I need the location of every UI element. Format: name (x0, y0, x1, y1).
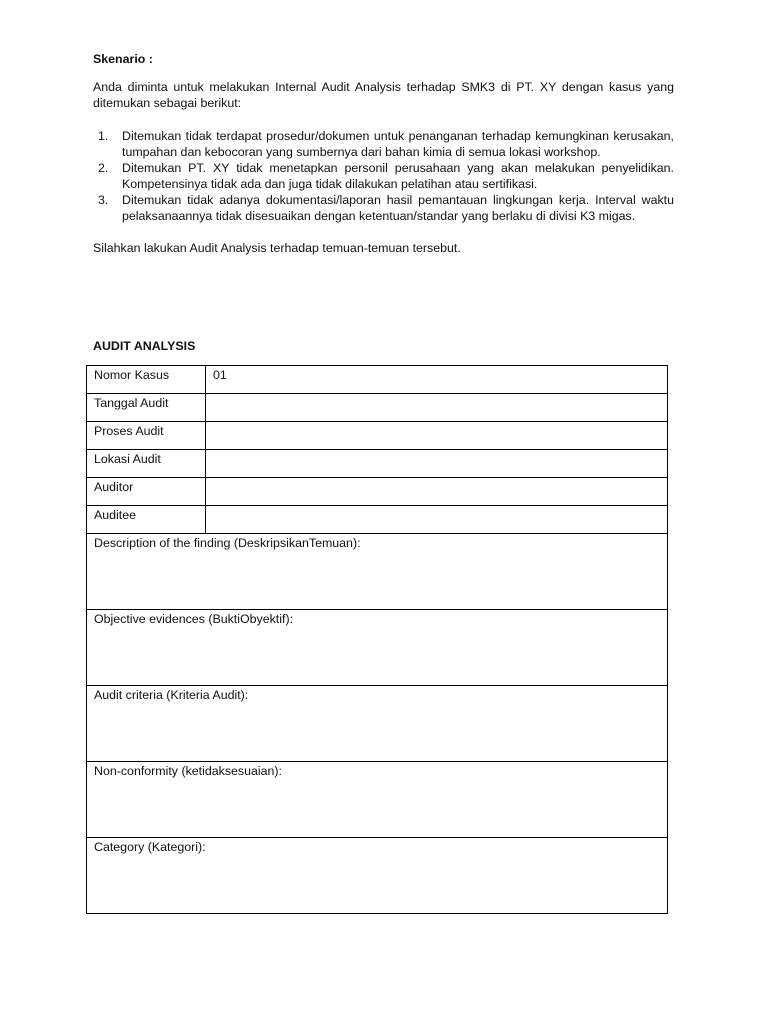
section-description-of-finding[interactable]: Description of the finding (DeskripsikanTemuan): (87, 534, 668, 610)
finding-text: Ditemukan tidak adanya dokumentasi/laporan hasil pemantauan lingkungan kerja. Interval waktu pelaksanaannya tidak disesuaikan dengan ketentuan/standar yang berlaku di divisi K3 migas. (122, 193, 674, 223)
audit-analysis-title: AUDIT ANALYSIS (93, 339, 196, 353)
field-value-proses-audit[interactable] (206, 422, 668, 450)
table-row (87, 478, 668, 506)
table-row (87, 534, 668, 610)
field-label-tanggal-audit: Tanggal Audit (87, 394, 206, 422)
section-objective-evidences[interactable]: Objective evidences (BuktiObyektif): (87, 610, 668, 686)
section-category[interactable]: Category (Kategori): (87, 838, 668, 914)
section-non-conformity[interactable]: Non-conformity (ketidaksesuaian): (87, 762, 668, 838)
field-label-auditor: Auditor (87, 478, 206, 506)
table-row (87, 422, 668, 450)
findings-list (93, 128, 674, 224)
finding-number: 2. (98, 161, 109, 175)
table-row (87, 838, 668, 914)
table-row (87, 506, 668, 534)
table-row (87, 686, 668, 762)
audit-analysis-table (86, 365, 668, 914)
scenario-section (93, 51, 674, 256)
field-label-auditee: Auditee (87, 506, 206, 534)
finding-text: Ditemukan tidak terdapat prosedur/dokumen untuk penanganan terhadap kemungkinan kerusakan, tumpahan dan kebocoran yang sumbernya dari bahan kimia di semua lokasi workshop. (122, 129, 674, 159)
table-row (87, 450, 668, 478)
finding-item (93, 160, 674, 192)
table-row (87, 366, 668, 394)
field-value-auditor[interactable] (206, 478, 668, 506)
field-value-auditee[interactable] (206, 506, 668, 534)
finding-item (93, 128, 674, 160)
finding-text: Ditemukan PT. XY tidak menetapkan personil perusahaan yang akan melakukan penyelidikan. Kompetensinya tidak ada dan juga tidak dilakukan pelatihan atau sertifikasi. (122, 161, 674, 191)
table-row (87, 394, 668, 422)
scenario-heading: Skenario : (93, 52, 153, 66)
field-label-nomor-kasus: Nomor Kasus (87, 366, 206, 394)
finding-number: 3. (98, 193, 109, 207)
field-label-lokasi-audit: Lokasi Audit (87, 450, 206, 478)
field-value-nomor-kasus[interactable]: 01 (206, 366, 668, 394)
scenario-closing: Silahkan lakukan Audit Analysis terhadap temuan-temuan tersebut. (93, 241, 461, 255)
table-row (87, 762, 668, 838)
field-value-lokasi-audit[interactable] (206, 450, 668, 478)
scenario-intro: Anda diminta untuk melakukan Internal Audit Analysis terhadap SMK3 di PT. XY dengan kasus yang ditemukan sebagai berikut: (93, 80, 674, 110)
finding-item (93, 192, 674, 224)
table-row (87, 610, 668, 686)
finding-number: 1. (98, 129, 109, 143)
field-label-proses-audit: Proses Audit (87, 422, 206, 450)
section-audit-criteria[interactable]: Audit criteria (Kriteria Audit): (87, 686, 668, 762)
field-value-tanggal-audit[interactable] (206, 394, 668, 422)
